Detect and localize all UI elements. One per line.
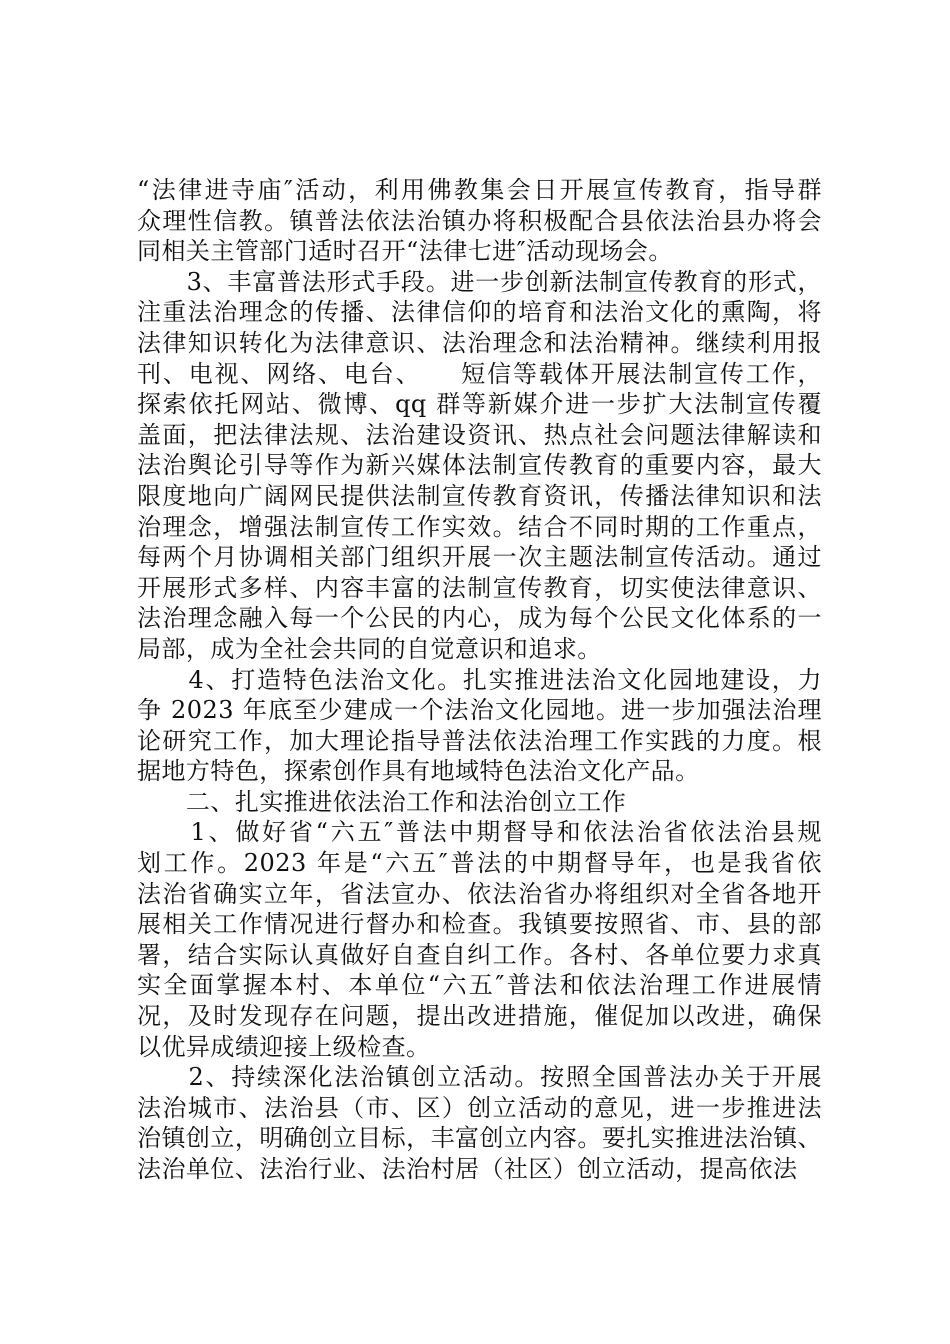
text-line: 法律知识转化为法律意识、法治理念和法治精神。继续利用报 [137, 328, 822, 357]
paragraph [137, 1062, 822, 1184]
text-line: 法治舆论引导等作为新兴媒体法制宣传教育的重要内容，最大 [137, 451, 822, 480]
text-line: 实全面掌握本村、本单位“六五″普法和依法治理工作进展情 [137, 971, 822, 1000]
text-line: 争 2023 年底至少建成一个法治文化园地。进一步加强法治理 [137, 696, 822, 725]
paragraph [137, 267, 822, 665]
text-line: 限度地向广阔网民提供法制宣传教育资讯，传播法律知识和法 [137, 481, 822, 510]
text-line: 4、打造特色法治文化。扎实推进法治文化园地建设，力 [137, 665, 822, 694]
text-line: 众理性信教。镇普法依法治镇办将积极配合县依法治县办将会 [137, 206, 822, 235]
text-line: “法律进寺庙″活动，利用佛教集会日开展宣传教育，指导群 [137, 176, 822, 204]
text-line: 探索依托网站、微博、qq 群等新媒介进一步扩大法制宣传覆 [137, 390, 822, 419]
paragraph [137, 817, 822, 1062]
text-line: 2、持续深化法治镇创立活动。按照全国普法办关于开展 [137, 1063, 822, 1092]
text-line: 盖面，把法律法规、法治建设资讯、热点社会问题法律解读和 [137, 420, 822, 449]
text-line: 法治省确实立年，省法宣办、依法治省办将组织对全省各地开 [137, 879, 822, 908]
text-line: 二、扎实推进依法治工作和法治创立工作 [137, 787, 627, 816]
text-line: 1、做好省“六五″普法中期督导和依法治省依法治县规 [137, 818, 822, 847]
text-line: 注重法治理念的传播、法律信仰的培育和法治文化的熏陶，将 [137, 298, 822, 327]
text-line: 刊、电视、网络、电台、 短信等载体开展法制宣传工作， [137, 359, 822, 388]
paragraph [137, 665, 822, 787]
text-line: 法治城市、法治县（市、区）创立活动的意见，进一步推进法 [137, 1093, 822, 1122]
text-line: 开展形式多样、内容丰富的法制宣传教育，切实使法律意识、 [137, 573, 822, 602]
text-line: 况，及时发现存在问题，提出改进措施，催促加以改进，确保 [137, 1002, 822, 1031]
text-line: 治理念，增强法制宣传工作实效。结合不同时期的工作重点， [137, 512, 822, 541]
text-line: 每两个月协调相关部门组织开展一次主题法制宣传活动。通过 [137, 543, 822, 572]
paragraph [137, 787, 822, 818]
body-text [137, 175, 822, 1185]
text-line: 划工作。2023 年是“六五″普法的中期督导年，也是我省依 [137, 849, 822, 878]
text-line: 3、丰富普法形式手段。进一步创新法制宣传教育的形式， [137, 267, 822, 296]
text-line: 展相关工作情况进行督办和检查。我镇要按照省、市、县的部 [137, 910, 822, 939]
text-line: 治镇创立，明确创立目标，丰富创立内容。要扎实推进法治镇、 [137, 1124, 822, 1153]
text-line: 同相关主管部门适时召开“法律七进″活动现场会。 [137, 237, 673, 266]
text-line: 法治单位、法治行业、法治村居（社区）创立活动，提高依法 [137, 1155, 798, 1183]
text-line: 据地方特色，探索创作具有地域特色法治文化产品。 [137, 757, 700, 786]
paragraph [137, 175, 822, 267]
text-line: 法治理念融入每一个公民的内心，成为每个公民文化体系的一 [137, 604, 822, 633]
text-line: 以优异成绩迎接上级检查。 [137, 1032, 431, 1061]
text-line: 论研究工作，加大理论指导普法依法治理工作实践的力度。根 [137, 726, 822, 755]
text-line: 局部，成为全社会共同的自觉意识和追求。 [137, 634, 602, 663]
text-line: 署，结合实际认真做好自查自纠工作。各村、各单位要力求真 [137, 940, 822, 969]
